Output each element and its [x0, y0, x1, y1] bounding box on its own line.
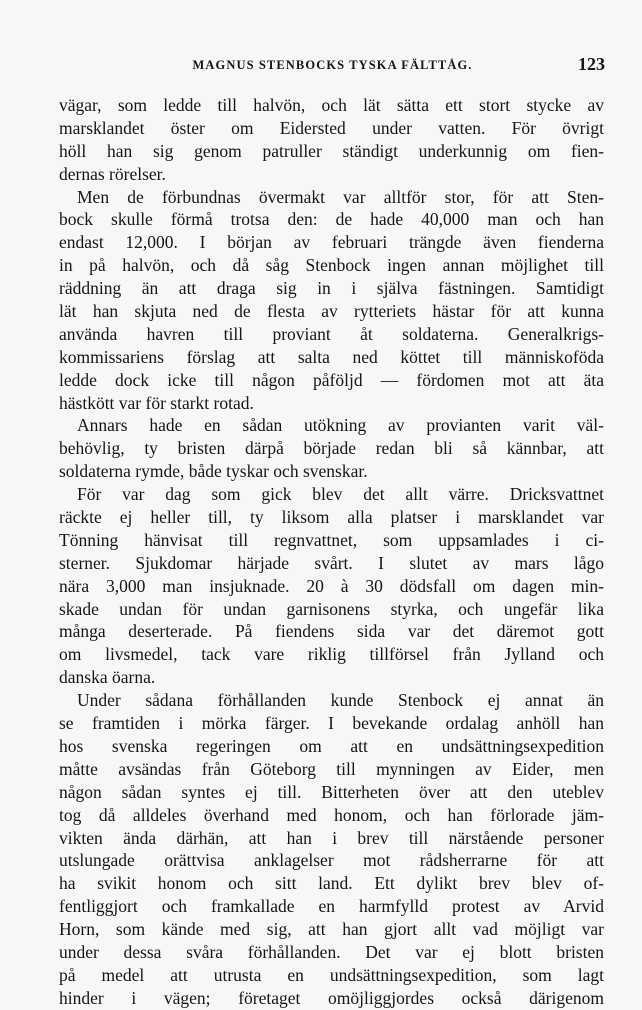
text-line: Men de förbundnas övermakt var alltför stor, för att Sten- — [77, 186, 604, 207]
page-number: 123 — [578, 54, 605, 74]
body-text — [59, 94, 604, 1010]
text-line: endast 12,000. I början av februari trängde även fienderna — [59, 232, 604, 253]
text-line: Horn, som kände med sig, att han gjort allt vad möjligt var — [59, 919, 604, 940]
text-line: hästkött var för starkt rotad. — [59, 392, 254, 413]
paragraph — [59, 186, 604, 415]
text-line: danska öarna. — [59, 667, 156, 688]
text-line: om livsmedel, tack vare riklig tillförsel från Jylland och — [59, 644, 604, 665]
text-line: under dessa svåra förhållanden. Det var ej blott bristen — [59, 941, 604, 962]
text-line: kommissariens förslag att salta ned köttet till människoföda — [59, 346, 604, 367]
text-line: se framtiden i mörka färger. I bevekande ordalag anhöll han — [59, 713, 604, 734]
paragraph — [59, 94, 604, 186]
text-line: nära 3,000 man insjuknade. 20 à 30 dödsfall om dagen min- — [59, 575, 604, 596]
text-line: höll han sig genom patruller ständigt underkunnig om fien- — [59, 140, 604, 161]
text-line: dernas rörelser. — [59, 163, 166, 184]
text-line: någon sådan syntes ej till. Bitterheten över att den uteblev — [59, 781, 604, 802]
text-line: räddning än att draga sig in i själva fästningen. Samtidigt — [59, 278, 604, 299]
text-line: räckte ej heller till, ty liksom alla platser i marsklandet var — [59, 507, 604, 528]
text-line: ha svikit honom och sitt land. Ett dylikt brev blev of- — [59, 873, 604, 894]
text-line: Under sådana förhållanden kunde Stenbock ej annat än — [77, 690, 604, 711]
text-line: behövlig, ty bristen därpå började redan bli så kännbar, att — [59, 438, 604, 459]
text-line: på medel att utrusta en undsättningsexpedition, som lagt — [59, 964, 604, 985]
text-line: Tönning hänvisat till regnvattnet, som uppsamlades i ci- — [59, 529, 604, 550]
text-line: vikten ända därhän, att han i brev till närstående personer — [59, 827, 604, 848]
text-line: marsklandet öster om Eidersted under vatten. För övrigt — [59, 117, 604, 138]
page-header — [60, 52, 605, 82]
text-line: fentliggjort och framkallade en harmfylld protest av Arvid — [59, 896, 604, 917]
text-line: måtte avsändas från Göteborg till mynningen av Eider, men — [59, 758, 604, 779]
text-line: lät han skjuta ned de flesta av rytteriets hästar för att kunna — [59, 301, 604, 322]
text-line: ledde dock icke till någon påföljd — fördomen mot att äta — [59, 369, 604, 390]
text-line: soldaterna rymde, både tyskar och svenskar. — [59, 461, 368, 482]
text-line: använda havren till proviant åt soldaterna. Generalkrigs- — [59, 323, 604, 344]
text-line: skade undan för undan garnisonens styrka, och ungefär lika — [59, 598, 604, 619]
text-line: många deserterade. På fiendens sida var det däremot gott — [59, 621, 604, 642]
paragraph — [59, 414, 604, 483]
text-line: Annars hade en sådan utökning av provianten varit väl- — [77, 415, 604, 436]
text-line: För var dag som gick blev det allt värre. Dricksvattnet — [77, 484, 604, 505]
paragraph — [59, 689, 604, 1009]
text-line: utslungade orättvisa anklagelser mot rådsherrarne för att — [59, 850, 604, 871]
text-line: in på halvön, och då såg Stenbock ingen annan möjlighet till — [59, 255, 604, 276]
text-line: bock skulle förmå trotsa den: de hade 40,000 man och han — [59, 209, 604, 230]
text-line: hos svenska regeringen om att en undsättningsexpedition — [59, 735, 604, 756]
text-line: vägar, som ledde till halvön, och lät sätta ett stort stycke av — [59, 95, 604, 115]
text-line: sterner. Sjukdomar härjade svårt. I slutet av mars lågo — [59, 552, 604, 573]
paragraph — [59, 483, 604, 689]
running-title: MAGNUS STENBOCKS TYSKA FÄLTTÅG. — [192, 58, 473, 72]
text-line: hinder i vägen; företaget omöjliggjordes också därigenom — [59, 987, 604, 1008]
text-line: tog då alldeles överhand med honom, och han förlorade jäm- — [59, 804, 604, 825]
